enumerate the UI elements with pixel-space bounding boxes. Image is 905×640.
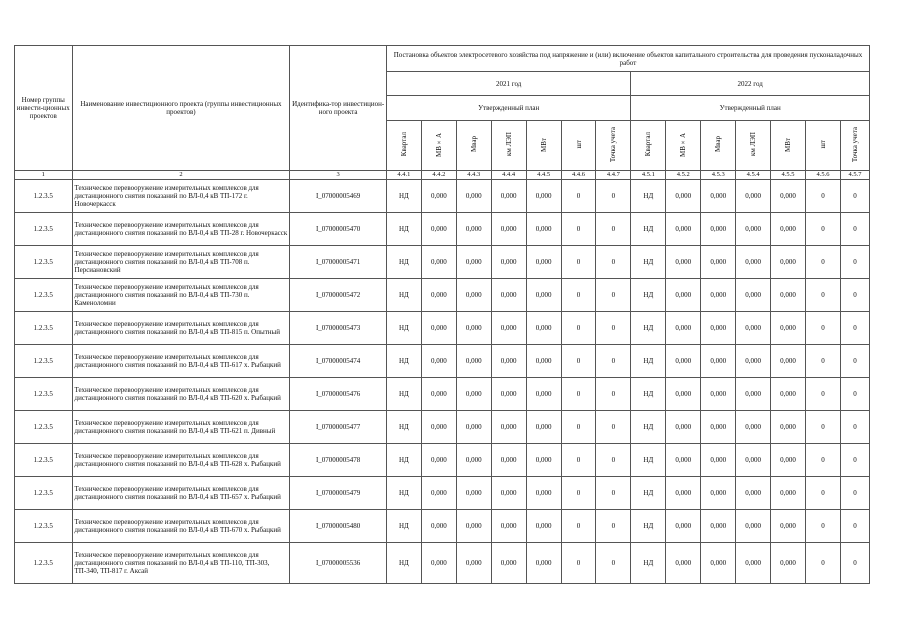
value-cell: 0 (596, 378, 631, 411)
value-cell: НД (386, 378, 421, 411)
value-cell: 0 (596, 477, 631, 510)
approved-plan-2021-header: Утвержденный план (386, 96, 630, 121)
value-cell: 0 (596, 444, 631, 477)
table-row (15, 180, 870, 213)
value-cell: 0 (806, 345, 841, 378)
value-cell: 0,000 (771, 444, 806, 477)
column-number-cell: 4.5.4 (736, 171, 771, 180)
unit-header-cell (526, 121, 561, 171)
value-cell: 0,000 (736, 246, 771, 279)
value-cell: НД (386, 444, 421, 477)
value-cell: 0,000 (491, 510, 526, 543)
value-cell: 0,000 (491, 213, 526, 246)
value-cell: 0 (806, 444, 841, 477)
value-cell: НД (386, 312, 421, 345)
group-number-cell: 1.2.3.5 (15, 279, 73, 312)
value-cell: 0 (561, 411, 596, 444)
value-cell: НД (386, 345, 421, 378)
value-cell: 0 (840, 477, 869, 510)
unit-header-cell (631, 121, 666, 171)
value-cell: 0,000 (491, 312, 526, 345)
value-cell: 0,000 (736, 378, 771, 411)
value-cell: 0,000 (491, 411, 526, 444)
value-cell: 0,000 (771, 246, 806, 279)
value-cell: 0,000 (701, 477, 736, 510)
value-cell: 0 (596, 180, 631, 213)
value-cell: 0,000 (491, 345, 526, 378)
value-cell: 0 (840, 213, 869, 246)
project-name-cell: Техническое перевооружение измерительных комплексов для дистанционного снятия показаний по ВЛ-0,4 кВ ТП-670 х. Рыбацкий (72, 510, 290, 543)
value-cell: НД (386, 510, 421, 543)
value-cell: 0 (840, 411, 869, 444)
value-cell: 0 (806, 543, 841, 584)
value-cell: 0,000 (736, 180, 771, 213)
unit-header-cell (386, 121, 421, 171)
project-id-cell: I_07000005470 (290, 213, 387, 246)
group-number-cell: 1.2.3.5 (15, 345, 73, 378)
value-cell: 0 (561, 543, 596, 584)
value-cell: 0 (596, 312, 631, 345)
unit-label: Точка учета (850, 126, 859, 163)
unit-label: Квартал (399, 132, 408, 157)
value-cell: 0 (840, 510, 869, 543)
value-cell: 0,000 (526, 378, 561, 411)
value-cell: НД (631, 543, 666, 584)
group-number-cell: 1.2.3.5 (15, 378, 73, 411)
value-cell: 0,000 (526, 312, 561, 345)
value-cell: 0 (596, 345, 631, 378)
column-number-cell: 3 (290, 171, 387, 180)
value-cell: 0,000 (491, 279, 526, 312)
value-cell: 0,000 (456, 279, 491, 312)
value-cell: 0 (806, 312, 841, 345)
value-cell: 0,000 (526, 510, 561, 543)
value-cell: 0 (561, 246, 596, 279)
value-cell: 0,000 (701, 180, 736, 213)
value-cell: 0,000 (666, 246, 701, 279)
value-cell: НД (631, 345, 666, 378)
value-cell: 0,000 (456, 312, 491, 345)
value-cell: 0,000 (456, 411, 491, 444)
table-row (15, 510, 870, 543)
column-number-cell: 4.5.6 (806, 171, 841, 180)
value-cell: 0,000 (736, 213, 771, 246)
project-id-cell: I_07000005471 (290, 246, 387, 279)
group-number-cell: 1.2.3.5 (15, 411, 73, 444)
value-cell: 0,000 (771, 180, 806, 213)
value-cell: НД (631, 510, 666, 543)
value-cell: 0 (561, 444, 596, 477)
value-cell: 0,000 (736, 543, 771, 584)
value-cell: 0,000 (701, 279, 736, 312)
value-cell: 0,000 (526, 411, 561, 444)
value-cell: 0,000 (456, 378, 491, 411)
value-cell: НД (631, 477, 666, 510)
value-cell: 0,000 (491, 543, 526, 584)
value-cell: НД (386, 411, 421, 444)
unit-header-cell (806, 121, 841, 171)
value-cell: 0,000 (771, 477, 806, 510)
value-cell: 0 (561, 477, 596, 510)
value-cell: 0,000 (701, 543, 736, 584)
value-cell: 0,000 (421, 510, 456, 543)
value-cell: 0,000 (666, 510, 701, 543)
table-row (15, 543, 870, 584)
column-number-cell: 4.4.2 (421, 171, 456, 180)
group-number-header: Номер группы инвести-ционных проектов (15, 46, 73, 171)
value-cell: 0,000 (666, 279, 701, 312)
unit-header-cell (771, 121, 806, 171)
value-cell: НД (631, 246, 666, 279)
value-cell: 0,000 (736, 411, 771, 444)
value-cell: 0,000 (701, 411, 736, 444)
column-number-cell: 4.4.5 (526, 171, 561, 180)
column-number-cell: 1 (15, 171, 73, 180)
value-cell: 0 (561, 312, 596, 345)
value-cell: 0,000 (526, 279, 561, 312)
unit-label: Мвар (714, 136, 723, 153)
value-cell: 0,000 (771, 378, 806, 411)
value-cell: 0,000 (736, 510, 771, 543)
value-cell: 0 (596, 246, 631, 279)
column-number-cell: 4.5.5 (771, 171, 806, 180)
table-row (15, 345, 870, 378)
value-cell: 0,000 (421, 477, 456, 510)
value-cell: НД (386, 477, 421, 510)
value-cell: 0,000 (771, 543, 806, 584)
value-cell: 0,000 (701, 510, 736, 543)
value-cell: НД (631, 279, 666, 312)
value-cell: НД (631, 378, 666, 411)
value-cell: 0,000 (421, 180, 456, 213)
project-name-cell: Техническое перевооружение измерительных комплексов для дистанционного снятия показаний по ВЛ-0,4 кВ ТП-815 п. Опытный (72, 312, 290, 345)
value-cell: 0,000 (666, 180, 701, 213)
value-cell: 0,000 (456, 345, 491, 378)
value-cell: 0,000 (666, 345, 701, 378)
value-cell: 0 (561, 378, 596, 411)
value-cell: 0,000 (491, 180, 526, 213)
value-cell: 0 (840, 345, 869, 378)
value-cell: НД (386, 213, 421, 246)
value-cell: 0,000 (701, 345, 736, 378)
unit-header-cell (421, 121, 456, 171)
value-cell: 0,000 (421, 444, 456, 477)
value-cell: 0,000 (771, 345, 806, 378)
project-name-cell: Техническое перевооружение измерительных комплексов для дистанционного снятия показаний по ВЛ-0,4 кВ ТП-657 х. Рыбацкий (72, 477, 290, 510)
project-name-cell: Техническое перевооружение измерительных комплексов для дистанционного снятия показаний по ВЛ-0,4 кВ ТП-172 г. Новочеркасск (72, 180, 290, 213)
value-cell: 0 (806, 378, 841, 411)
value-cell: 0 (596, 411, 631, 444)
project-name-cell: Техническое перевооружение измерительных комплексов для дистанционного снятия показаний по ВЛ-0,4 кВ ТП-628 х. Рыбацкий (72, 444, 290, 477)
value-cell: 0,000 (526, 345, 561, 378)
energization-header: Постановка объектов электросетевого хозяйства под напряжение и (или) включение объектов капитального строительства для проведения пусконаладочных работ (386, 46, 869, 72)
value-cell: 0,000 (526, 477, 561, 510)
value-cell: НД (631, 444, 666, 477)
value-cell: 0,000 (421, 213, 456, 246)
value-cell: НД (386, 543, 421, 584)
document-sheet (14, 45, 870, 584)
unit-label: шт (818, 140, 827, 149)
column-number-cell: 4.5.7 (840, 171, 869, 180)
unit-header-cell (491, 121, 526, 171)
unit-header-cell (701, 121, 736, 171)
group-number-cell: 1.2.3.5 (15, 180, 73, 213)
column-numbers-row (15, 171, 870, 180)
project-id-cell: I_07000005474 (290, 345, 387, 378)
value-cell: 0,000 (456, 510, 491, 543)
year-2022-header: 2022 год (631, 72, 870, 96)
value-cell: 0,000 (456, 477, 491, 510)
unit-label: Мвар (469, 136, 478, 153)
value-cell: 0,000 (666, 213, 701, 246)
value-cell: 0,000 (526, 213, 561, 246)
value-cell: 0 (561, 180, 596, 213)
value-cell: 0,000 (421, 279, 456, 312)
value-cell: 0,000 (736, 345, 771, 378)
project-name-cell: Техническое перевооружение измерительных комплексов для дистанционного снятия показаний по ВЛ-0,4 кВ ТП-620 х. Рыбацкий (72, 378, 290, 411)
value-cell: 0,000 (666, 543, 701, 584)
value-cell: 0,000 (736, 279, 771, 312)
value-cell: 0,000 (421, 312, 456, 345)
value-cell: 0 (806, 213, 841, 246)
group-number-cell: 1.2.3.5 (15, 477, 73, 510)
column-number-cell: 4.4.7 (596, 171, 631, 180)
value-cell: НД (631, 312, 666, 345)
value-cell: 0,000 (526, 543, 561, 584)
value-cell: 0 (561, 510, 596, 543)
value-cell: 0 (840, 180, 869, 213)
value-cell: НД (386, 279, 421, 312)
unit-label: МВт (784, 137, 793, 152)
column-number-cell: 4.5.1 (631, 171, 666, 180)
column-number-cell: 4.4.3 (456, 171, 491, 180)
group-number-cell: 1.2.3.5 (15, 312, 73, 345)
value-cell: 0,000 (491, 246, 526, 279)
value-cell: 0,000 (491, 444, 526, 477)
value-cell: 0 (561, 213, 596, 246)
group-number-cell: 1.2.3.5 (15, 543, 73, 584)
value-cell: 0 (840, 246, 869, 279)
column-number-cell: 2 (72, 171, 290, 180)
value-cell: НД (631, 180, 666, 213)
project-id-cell: I_07000005476 (290, 378, 387, 411)
project-id-cell: I_07000005478 (290, 444, 387, 477)
value-cell: 0,000 (421, 378, 456, 411)
project-name-cell: Техническое перевооружение измерительных комплексов для дистанционного снятия показаний по ВЛ-0,4 кВ ТП-730 п. Каменоломни (72, 279, 290, 312)
unit-label: км ЛЭП (504, 132, 513, 157)
value-cell: 0,000 (456, 180, 491, 213)
value-cell: 0,000 (736, 312, 771, 345)
project-name-cell: Техническое перевооружение измерительных комплексов для дистанционного снятия показаний по ВЛ-0,4 кВ ТП-617 х. Рыбацкий (72, 345, 290, 378)
table-row (15, 477, 870, 510)
group-number-cell: 1.2.3.5 (15, 213, 73, 246)
unit-header-cell (596, 121, 631, 171)
value-cell: НД (386, 246, 421, 279)
value-cell: 0,000 (701, 213, 736, 246)
unit-header-cell (666, 121, 701, 171)
group-number-cell: 1.2.3.5 (15, 444, 73, 477)
value-cell: 0,000 (421, 411, 456, 444)
value-cell: 0,000 (526, 246, 561, 279)
value-cell: 0,000 (771, 213, 806, 246)
value-cell: 0 (806, 246, 841, 279)
value-cell: 0 (806, 510, 841, 543)
value-cell: 0,000 (736, 477, 771, 510)
value-cell: 0 (840, 312, 869, 345)
value-cell: 0,000 (701, 246, 736, 279)
value-cell: 0,000 (421, 345, 456, 378)
project-id-cell: I_07000005480 (290, 510, 387, 543)
value-cell: 0,000 (771, 411, 806, 444)
column-number-cell: 4.4.4 (491, 171, 526, 180)
value-cell: 0,000 (421, 246, 456, 279)
value-cell: 0 (840, 444, 869, 477)
value-cell: 0,000 (456, 444, 491, 477)
unit-header-cell (456, 121, 491, 171)
project-id-cell: I_07000005472 (290, 279, 387, 312)
value-cell: 0 (806, 180, 841, 213)
value-cell: 0 (806, 477, 841, 510)
project-name-header: Наименование инвестиционного проекта (группы инвестиционных проектов) (72, 46, 290, 171)
unit-label: МВ×А (679, 132, 688, 157)
value-cell: 0,000 (666, 477, 701, 510)
unit-label: Точка учета (609, 126, 618, 163)
unit-label: МВт (539, 137, 548, 152)
value-cell: 0,000 (771, 510, 806, 543)
value-cell: 0,000 (666, 444, 701, 477)
value-cell: 0,000 (701, 378, 736, 411)
value-cell: НД (631, 213, 666, 246)
unit-label: Квартал (644, 132, 653, 157)
value-cell: НД (631, 411, 666, 444)
value-cell: 0,000 (491, 378, 526, 411)
project-name-cell: Техническое перевооружение измерительных комплексов для дистанционного снятия показаний по ВЛ-0,4 кВ ТП-110, ТП-303, ТП-340, ТП-817 г. Аксай (72, 543, 290, 584)
value-cell: 0 (596, 213, 631, 246)
value-cell: 0 (840, 378, 869, 411)
value-cell: 0,000 (701, 444, 736, 477)
project-id-cell: I_07000005536 (290, 543, 387, 584)
value-cell: 0,000 (491, 477, 526, 510)
table-row (15, 378, 870, 411)
project-id-cell: I_07000005473 (290, 312, 387, 345)
year-2021-header: 2021 год (386, 72, 630, 96)
value-cell: НД (386, 180, 421, 213)
table-row (15, 213, 870, 246)
unit-label: км ЛЭП (749, 132, 758, 157)
column-number-cell: 4.5.3 (701, 171, 736, 180)
column-number-cell: 4.4.1 (386, 171, 421, 180)
value-cell: 0,000 (526, 180, 561, 213)
value-cell: 0 (806, 411, 841, 444)
project-name-cell: Техническое перевооружение измерительных комплексов для дистанционного снятия показаний по ВЛ-0,4 кВ ТП-708 п. Персиановский (72, 246, 290, 279)
value-cell: 0,000 (771, 279, 806, 312)
value-cell: 0,000 (666, 378, 701, 411)
value-cell: 0,000 (456, 543, 491, 584)
approved-plan-2022-header: Утвержденный план (631, 96, 870, 121)
value-cell: 0,000 (421, 543, 456, 584)
project-name-cell: Техническое перевооружение измерительных комплексов для дистанционного снятия показаний по ВЛ-0,4 кВ ТП-621 п. Дивный (72, 411, 290, 444)
value-cell: 0 (561, 279, 596, 312)
group-number-cell: 1.2.3.5 (15, 246, 73, 279)
column-number-cell: 4.4.6 (561, 171, 596, 180)
project-id-cell: I_07000005469 (290, 180, 387, 213)
unit-label: МВ×А (434, 132, 443, 157)
value-cell: 0,000 (456, 213, 491, 246)
value-cell: 0 (806, 279, 841, 312)
project-name-cell: Техническое перевооружение измерительных комплексов для дистанционного снятия показаний по ВЛ-0,4 кВ ТП-28 г. Новочеркасск (72, 213, 290, 246)
value-cell: 0 (596, 279, 631, 312)
unit-header-cell (561, 121, 596, 171)
value-cell: 0,000 (666, 312, 701, 345)
value-cell: 0 (840, 279, 869, 312)
value-cell: 0 (596, 510, 631, 543)
value-cell: 0 (596, 543, 631, 584)
value-cell: 0,000 (701, 312, 736, 345)
value-cell: 0 (561, 345, 596, 378)
table-row (15, 312, 870, 345)
project-id-header: Идентифика-тор инвестицион-ного проекта (290, 46, 387, 171)
table-row (15, 444, 870, 477)
column-number-cell: 4.5.2 (666, 171, 701, 180)
unit-label: шт (574, 140, 583, 149)
value-cell: 0,000 (666, 411, 701, 444)
value-cell: 0,000 (456, 246, 491, 279)
value-cell: 0,000 (736, 444, 771, 477)
group-number-cell: 1.2.3.5 (15, 510, 73, 543)
value-cell: 0,000 (771, 312, 806, 345)
investment-projects-table (14, 45, 870, 584)
unit-header-cell (840, 121, 869, 171)
unit-header-cell (736, 121, 771, 171)
table-row (15, 246, 870, 279)
value-cell: 0 (840, 543, 869, 584)
table-row (15, 411, 870, 444)
table-row (15, 279, 870, 312)
value-cell: 0,000 (526, 444, 561, 477)
project-id-cell: I_07000005477 (290, 411, 387, 444)
project-id-cell: I_07000005479 (290, 477, 387, 510)
